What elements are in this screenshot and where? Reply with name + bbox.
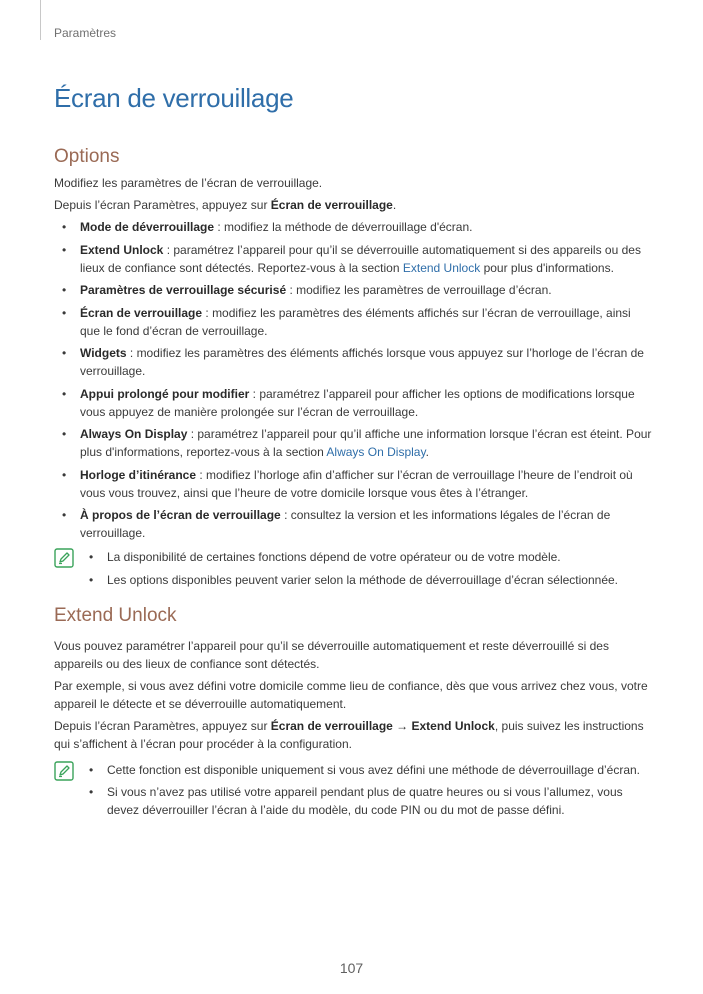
item-term: Écran de verrouillage — [80, 305, 203, 320]
options-list — [54, 218, 654, 542]
extend-unlock-p1: Vous pouvez paramétrer l’appareil pour qu’il se déverrouille automatiquement et reste déverrouillé si des appareils ou des lieux de confiance sont détectés. — [54, 638, 609, 671]
list-item — [54, 466, 654, 502]
item-term: Widgets — [80, 346, 127, 360]
note-item: • Cette fonction est disponible uniquement si vous avez défini une méthode de déverrouillage d’écran. — [54, 761, 654, 779]
extend-unlock-link[interactable]: Extend Unlock — [402, 260, 481, 275]
page-number: 107 — [339, 960, 364, 976]
section-heading-options: Options — [54, 146, 120, 167]
list-item — [54, 425, 654, 461]
item-term: Horloge d’itinérance — [80, 467, 197, 482]
running-head: Paramètres — [54, 26, 117, 40]
options-note-list — [54, 548, 654, 589]
item-text: : modifiez les paramètres de verrouillage d’écran. — [286, 283, 552, 297]
list-item — [54, 241, 654, 277]
path-bold: Écran de verrouillage — [270, 198, 393, 212]
list-item — [54, 506, 654, 542]
p3-prefix: Depuis l’écran Paramètres, appuyez sur — [54, 718, 271, 733]
p3-suffix: , puis suivez les instructions qui s’affichent à l’écran pour procéder à la configuration. — [54, 718, 644, 751]
item-term: À propos de l’écran de verrouillage — [80, 508, 281, 522]
item-term: Extend Unlock — [80, 242, 164, 257]
item-text: : paramétrez l’appareil pour qu’il affiche une information lorsque l’écran est éteint. Pour plus d'informations, reportez-vous à la section — [80, 427, 652, 459]
list-item — [54, 218, 654, 236]
note-item: • Les options disponibles peuvent varier selon la méthode de déverrouillage d’écran sélectionnée. — [54, 571, 654, 589]
list-item — [54, 281, 654, 299]
item-text: : paramétrez l’appareil pour afficher les options de modifications lorsque vous appuyez de manière prolongée sur l’écran de verrouillage. — [80, 386, 635, 419]
item-term: Appui prolongé pour modifier — [80, 386, 250, 401]
extend-unlock-p3 — [54, 717, 654, 753]
path-suffix: . — [392, 198, 397, 212]
list-item — [54, 385, 654, 421]
extend-unlock-note — [54, 761, 654, 820]
item-text: : paramétrez l’appareil pour qu’il se déverrouille automatiquement si des appareils ou des lieux de confiance sont détectés. Reportez-vous à la section — [80, 242, 641, 275]
item-term: Mode de déverrouillage — [80, 220, 215, 234]
page-content — [54, 80, 654, 824]
extend-unlock-note-list — [54, 761, 654, 820]
item-text-after: . — [425, 445, 429, 459]
page-title: Écran de verrouillage — [54, 83, 294, 113]
page-rule — [40, 0, 41, 40]
item-text-after: pour plus d'informations. — [480, 260, 614, 275]
item-text: : modifiez les paramètres des éléments affichés lorsque vous appuyez sur l’horloge de l’écran de verrouillage. — [80, 346, 644, 378]
extend-unlock-p2: Par exemple, si vous avez défini votre domicile comme lieu de confiance, dès que vous arrivez chez vous, votre appareil le détecte et se déverrouille automatiquement. — [54, 678, 648, 711]
item-text: : modifiez la méthode de déverrouillage d'écran. — [214, 220, 473, 234]
item-text: : consultez la version et les informations légales de l’écran de verrouillage. — [80, 508, 611, 540]
list-item — [54, 304, 654, 340]
p3-bold: Écran de verrouillage → Extend Unlock — [270, 718, 495, 733]
note-item: • Si vous n’avez pas utilisé votre appareil pendant plus de quatre heures ou si vous l’allumez, vous devez déverrouiller l’écran à l’aide du modèle, du code PIN ou du mot de passe défini. — [54, 783, 654, 819]
path-prefix: Depuis l’écran Paramètres, appuyez sur — [54, 198, 271, 212]
options-path — [54, 196, 654, 214]
always-on-display-link[interactable]: Always On Display — [326, 445, 426, 459]
options-note — [54, 548, 654, 589]
section-heading-extend-unlock: Extend Unlock — [54, 604, 177, 626]
list-item — [54, 344, 654, 380]
options-intro: Modifiez les paramètres de l’écran de verrouillage. — [54, 176, 323, 190]
item-text: : modifiez les paramètres des éléments affichés sur l’écran de verrouillage, ainsi que le fond d’écran de verrouillage. — [80, 305, 631, 338]
note-item: • La disponibilité de certaines fonctions dépend de votre opérateur ou de votre modèle. — [54, 548, 654, 566]
item-term: Always On Display — [80, 427, 188, 441]
item-term: Paramètres de verrouillage sécurisé — [80, 283, 287, 297]
item-text: : modifiez l’horloge afin d’afficher sur l’écran de verrouillage l’heure de l’endroit où vous vous trouvez, ainsi que l’heure de votre domicile lorsque vous êtes à l’étranger. — [80, 467, 633, 500]
